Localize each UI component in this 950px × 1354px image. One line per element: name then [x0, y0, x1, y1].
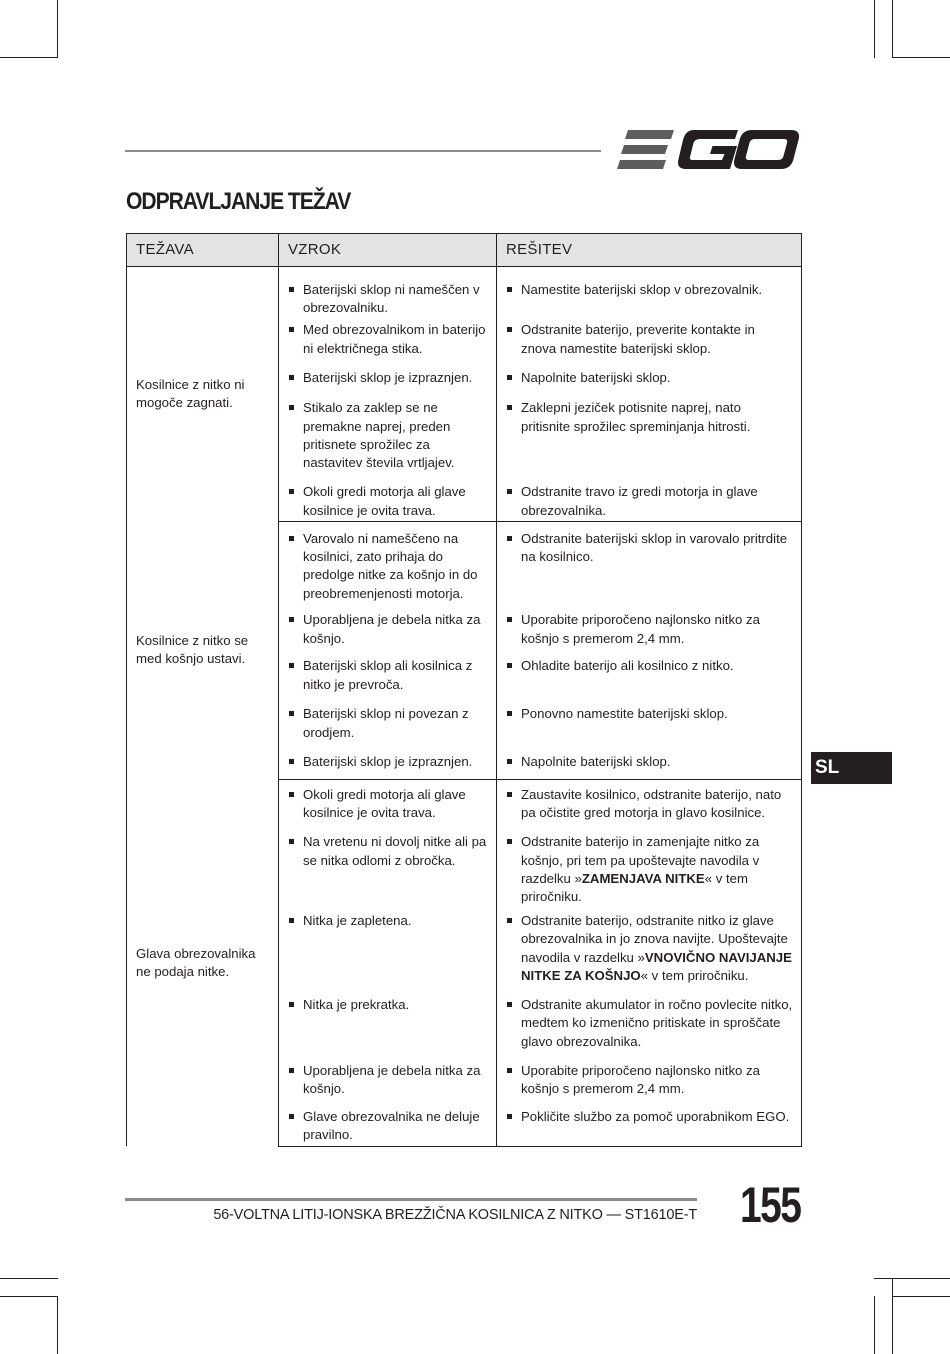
solution-cell: [497, 779, 802, 827]
solution-bullet: [497, 267, 801, 299]
cause-text: Uporabljena je debela nitka za košnjo.: [303, 1063, 481, 1097]
cause-text: Nitka je prekratka.: [303, 997, 410, 1013]
square-bullet-icon: [506, 833, 521, 906]
square-bullet-icon: [506, 786, 521, 822]
cause-bullet: [279, 267, 496, 317]
solution-cell: [497, 395, 802, 479]
table-header-row: [127, 234, 802, 267]
solution-text-post: « v tem priročniku.: [640, 967, 749, 983]
solution-cell: [497, 827, 802, 906]
square-bullet-icon: [506, 996, 521, 1051]
header-cause: VZROK: [279, 234, 497, 267]
solution-bullet: [497, 906, 801, 985]
crop-mark: [892, 1278, 893, 1354]
problem-cell: Kosilnice z nitko se med košnjo ustavi.: [127, 521, 279, 779]
square-bullet-icon: [506, 1062, 521, 1098]
cause-text: Varovalo ni nameščeno na kosilnici, zato prihaja do predolge nitke za košnjo in do preobremenjenosti motorja.: [303, 530, 478, 601]
solution-text: Ponovno namestite baterijski sklop.: [521, 706, 728, 722]
square-bullet-icon: [288, 530, 303, 603]
solution-bullet: [497, 395, 801, 435]
solution-text: Napolnite baterijski sklop.: [521, 370, 671, 386]
solution-text: Napolnite baterijski sklop.: [521, 754, 671, 770]
solution-bullet: [497, 365, 801, 387]
solution-bullet: [497, 990, 801, 1051]
solution-cell: [497, 521, 802, 605]
cause-bullet: [279, 1104, 496, 1144]
cause-cell: [279, 1056, 497, 1104]
square-bullet-icon: [288, 369, 303, 387]
cause-bullet: [279, 906, 496, 930]
solution-text: Namestite baterijski sklop v obrezovalnik.: [521, 282, 763, 297]
solution-cell: [497, 749, 802, 779]
solution-text: Ohladite baterijo ali kosilnico z nitko.: [521, 658, 734, 674]
square-bullet-icon: [506, 483, 521, 519]
cause-cell: [279, 701, 497, 749]
troubleshooting-table: [126, 233, 802, 1147]
square-bullet-icon: [506, 611, 521, 647]
cause-cell: [279, 1104, 497, 1146]
cause-cell: [279, 479, 497, 521]
cause-bullet: [279, 701, 496, 741]
solution-text: Odstranite baterijo, preverite kontakte in znova namestite baterijski sklop.: [521, 322, 755, 356]
cause-bullet: [279, 990, 496, 1014]
solution-cell: [497, 990, 802, 1056]
solution-cell: [497, 701, 802, 749]
cause-cell: [279, 827, 497, 906]
square-bullet-icon: [288, 833, 303, 869]
square-bullet-icon: [506, 369, 521, 387]
cause-bullet: [279, 365, 496, 387]
crop-mark: [57, 1296, 58, 1354]
solution-text-pre: Odstranite baterijo, odstranite nitko iz glave obrezovalnika in jo znova navijte. Upoštevajte navodila v razdelku »: [521, 913, 788, 965]
cause-text: Okoli gredi motorja ali glave kosilnice je ovita trava.: [303, 484, 466, 518]
solution-text-pre: Odstranite baterijo in zamenjajte nitko za košnjo, pri tem pa upoštevajte navodila v razdelku »: [521, 834, 760, 886]
header-solution: REŠITEV: [497, 234, 802, 267]
cause-cell: [279, 521, 497, 605]
cause-bullet: [279, 522, 496, 603]
cause-bullet: [279, 479, 496, 519]
square-bullet-icon: [288, 786, 303, 822]
crop-mark: [892, 57, 950, 58]
cause-bullet: [279, 605, 496, 647]
square-bullet-icon: [288, 611, 303, 647]
cause-cell: [279, 605, 497, 653]
square-bullet-icon: [506, 321, 521, 357]
solution-text: Pokličite službo za pomoč uporabnikom EGO.: [521, 1109, 790, 1125]
solution-text: Zaustavite kosilnico, odstranite baterijo, nato pa očistite gred motorja in glavo kosilnice.: [521, 786, 782, 821]
header-rule: [125, 150, 601, 152]
solution-bullet: [497, 827, 801, 906]
square-bullet-icon: [288, 753, 303, 771]
cause-cell: [279, 779, 497, 827]
logo-go-letters: [678, 130, 799, 169]
crop-mark: [874, 1278, 950, 1279]
solution-cell: [497, 906, 802, 990]
square-bullet-icon: [288, 705, 303, 741]
solution-bullet: [497, 701, 801, 723]
cause-cell: [279, 267, 497, 318]
crop-mark: [874, 0, 875, 58]
crop-mark: [0, 57, 58, 58]
crop-mark: [874, 1296, 875, 1354]
solution-text: Zaklepni jeziček potisnite naprej, nato pritisnite sprožilec spreminjanja hitrosti.: [521, 400, 751, 434]
cause-bullet: [279, 395, 496, 472]
solution-bullet: [497, 1056, 801, 1098]
page-title: ODPRAVLJANJE TEŽAV: [126, 188, 351, 215]
cause-text: Baterijski sklop ni povezan z orodjem.: [303, 706, 469, 740]
page-number: 155: [740, 1177, 801, 1233]
solution-cell: [497, 317, 802, 365]
cause-text: Med obrezovalnikom in baterijo ni električnega stika.: [303, 322, 486, 356]
cause-bullet: [279, 780, 496, 822]
cause-bullet: [279, 1056, 496, 1098]
solution-bullet: [497, 653, 801, 675]
square-bullet-icon: [288, 321, 303, 357]
square-bullet-icon: [288, 912, 303, 930]
square-bullet-icon: [506, 281, 521, 299]
cause-text: Stikalo za zaklep se ne premakne naprej, preden pritisnete sprožilec za nastavitev števila vrtljajev.: [303, 400, 455, 471]
solution-cell: [497, 365, 802, 395]
crop-mark: [0, 1296, 58, 1297]
solution-cell: [497, 605, 802, 653]
crop-mark: [57, 0, 58, 58]
cause-text: Baterijski sklop je izpraznjen.: [303, 754, 473, 770]
cause-text: Nitka je zapletena.: [303, 913, 412, 929]
logo-e-bars: [617, 130, 674, 169]
solution-bullet: [497, 605, 801, 647]
solution-cell: [497, 653, 802, 701]
square-bullet-icon: [288, 483, 303, 519]
cause-bullet: [279, 749, 496, 771]
cause-text: Baterijski sklop ali kosilnica z nitko je prevroča.: [303, 658, 473, 692]
solution-bullet: [497, 780, 801, 822]
square-bullet-icon: [288, 281, 303, 317]
footer-product-name: 56-VOLTNA LITIJ-IONSKA BREZŽIČNA KOSILNICA Z NITKO — ST1610E-T: [213, 1207, 697, 1223]
square-bullet-icon: [288, 996, 303, 1014]
crop-mark: [892, 0, 893, 58]
cause-cell: [279, 906, 497, 990]
square-bullet-icon: [506, 753, 521, 771]
square-bullet-icon: [506, 705, 521, 723]
square-bullet-icon: [506, 1108, 521, 1126]
square-bullet-icon: [506, 657, 521, 675]
cause-cell: [279, 395, 497, 479]
solution-text: Uporabite priporočeno najlonsko nitko za košnjo s premerom 2,4 mm.: [521, 612, 760, 646]
solution-text: Odstranite baterijski sklop in varovalo pritrdite na kosilnico.: [521, 530, 788, 565]
square-bullet-icon: [506, 399, 521, 435]
table-row: [127, 779, 802, 827]
cause-text: Na vretenu ni dovolj nitke ali pa se nitka odlomi z obročka.: [303, 834, 487, 868]
cause-text: Glave obrezovalnika ne deluje pravilno.: [303, 1109, 480, 1143]
cause-bullet: [279, 317, 496, 357]
table-row: [127, 267, 802, 318]
cause-text: Uporabljena je debela nitka za košnjo.: [303, 612, 481, 646]
cause-cell: [279, 365, 497, 395]
solution-bullet: [497, 317, 801, 357]
solution-text: Odstranite akumulator in ročno povlecite nitko, medtem ko izmenično pritiskate in sproščate glavo obrezovalnika.: [521, 997, 793, 1049]
square-bullet-icon: [288, 1108, 303, 1144]
cause-cell: [279, 317, 497, 365]
footer-rule: [125, 1198, 697, 1201]
table-row: [127, 521, 802, 605]
cause-cell: [279, 990, 497, 1056]
cause-cell: [279, 749, 497, 779]
cause-bullet: [279, 827, 496, 869]
solution-text: Odstranite travo iz gredi motorja in glave obrezovalnika.: [521, 484, 758, 518]
language-tab: SL: [811, 752, 892, 784]
solution-section-reference: ZAMENJAVA NITKE: [581, 870, 705, 886]
solution-text: [521, 833, 793, 906]
solution-text-post: « v tem priročniku.: [521, 870, 748, 905]
problem-cell: Glava obrezovalnika ne podaja nitke.: [127, 779, 279, 1146]
solution-cell: [497, 479, 802, 521]
solution-bullet: [497, 522, 801, 566]
ego-logo: [616, 128, 800, 172]
problem-cell: Kosilnice z nitko ni mogoče zagnati.: [127, 267, 279, 522]
square-bullet-icon: [506, 912, 521, 985]
cause-text: Baterijski sklop je izpraznjen.: [303, 370, 473, 386]
solution-text: Uporabite priporočeno najlonsko nitko za košnjo s premerom 2,4 mm.: [521, 1063, 760, 1097]
solution-cell: [497, 1104, 802, 1146]
crop-mark: [892, 1296, 950, 1297]
cause-bullet: [279, 653, 496, 693]
cause-text: Okoli gredi motorja ali glave kosilnice je ovita trava.: [303, 786, 466, 821]
solution-cell: [497, 1056, 802, 1104]
solution-bullet: [497, 1104, 801, 1126]
square-bullet-icon: [288, 1062, 303, 1098]
header-problem: TEŽAVA: [127, 234, 279, 267]
cause-text: Baterijski sklop ni nameščen v obrezovalniku.: [303, 282, 480, 316]
square-bullet-icon: [288, 657, 303, 693]
crop-mark: [0, 1278, 58, 1279]
square-bullet-icon: [288, 399, 303, 472]
solution-bullet: [497, 749, 801, 771]
square-bullet-icon: [506, 530, 521, 566]
solution-section-reference: VNOVIČNO NAVIJANJE NITKE ZA KOŠNJO: [521, 949, 792, 983]
solution-cell: [497, 267, 802, 318]
solution-text: [521, 912, 793, 985]
cause-cell: [279, 653, 497, 701]
solution-bullet: [497, 479, 801, 519]
